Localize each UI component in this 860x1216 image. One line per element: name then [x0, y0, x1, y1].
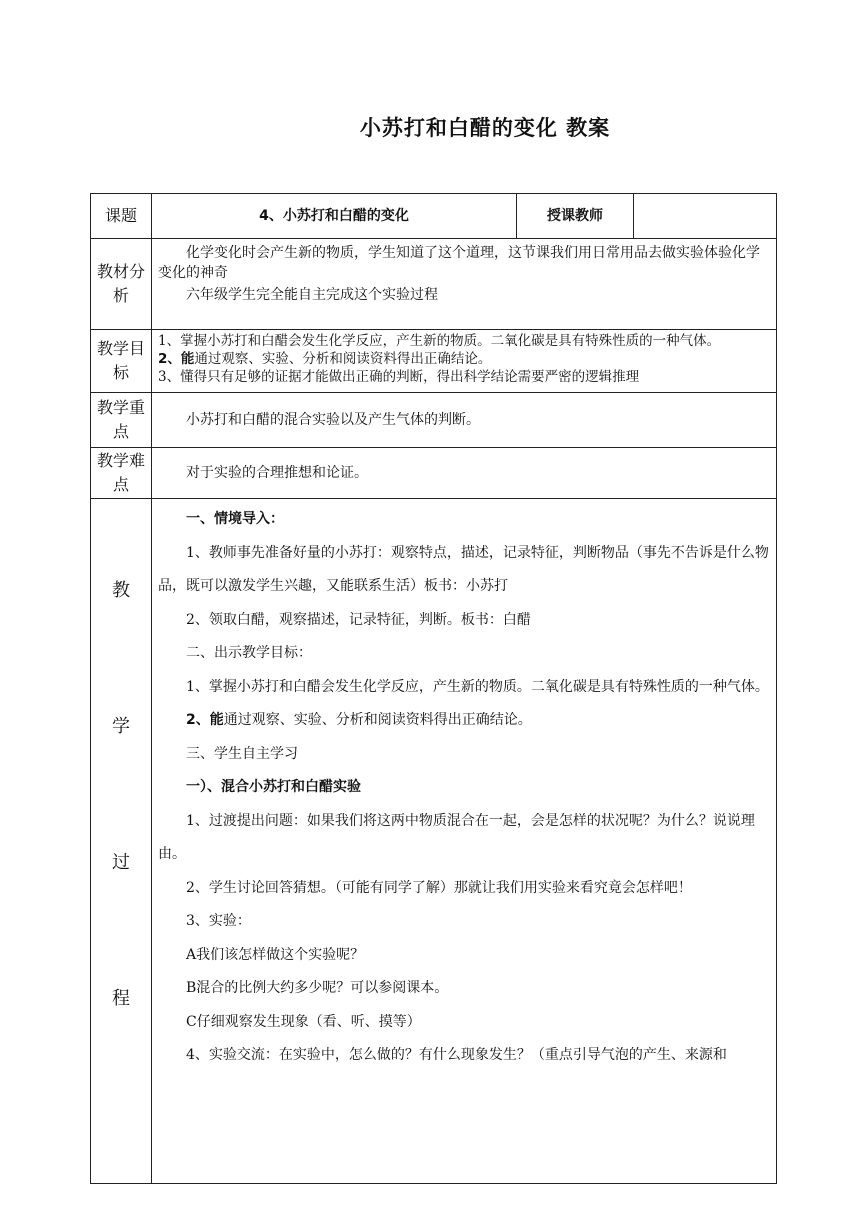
goals-label: 教学目标 — [91, 330, 152, 393]
key-point-row — [91, 393, 777, 448]
analysis-text-2: 六年级学生完全能自主完成这个实验过程 — [186, 287, 438, 303]
goal-1: 1、掌握小苏打和白醋会发生化学反应，产生新的物质。二氧化碳是具有特殊性质的一种气体。 — [158, 333, 721, 349]
process-heading-1: 一、情境导入： — [186, 511, 284, 527]
analysis-row — [91, 239, 777, 330]
teacher-value — [634, 194, 777, 239]
document-title: 小苏打和白醋的变化 教案 — [359, 116, 611, 140]
process-para-8: A我们该怎样做这个实验呢？ — [186, 946, 365, 963]
goal-3: 3、懂得只有足够的证据才能做出正确的判断，得出科学结论需要严密的逻辑推理 — [158, 369, 640, 385]
topic-row — [91, 194, 777, 239]
process-content — [152, 499, 777, 1184]
topic-label: 课题 — [91, 194, 152, 239]
goals-row — [91, 330, 777, 393]
process-para-6: 2、学生讨论回答猜想。（可能有同学了解）那就让我们用实验来看究竟会怎样吧！ — [186, 879, 692, 896]
process-para-5: 1、过渡提出问题：如果我们将这两中物质混合在一起，会是怎样的状况呢？为什么？说说理由。 — [158, 812, 755, 862]
analysis-content — [152, 239, 777, 330]
process-para-3: 1、掌握小苏打和白醋会发生化学反应，产生新的物质。二氧化碳是具有特殊性质的一种气体。 — [186, 678, 769, 695]
process-para-1: 1、教师事先准备好量的小苏打：观察特点，描述，记录特征，判断物品（事先不告诉是什么物品，既可以激发学生兴趣，又能联系生活）板书：小苏打 — [158, 544, 769, 594]
process-para-4 — [158, 704, 770, 738]
process-para-4-text: 通过观察、实验、分析和阅读资料得出正确结论。 — [223, 712, 532, 728]
process-heading-2: 二、出示教学目标： — [186, 645, 312, 661]
difficulty-row — [91, 448, 777, 499]
process-row — [91, 499, 777, 1184]
process-label-char-3: 过 — [112, 852, 130, 873]
process-heading-4: 一）、混合小苏打和白醋实验 — [186, 779, 361, 795]
teacher-label: 授课教师 — [517, 194, 634, 239]
process-para-7: 3、实验： — [186, 913, 251, 929]
process-para-9: B混合的比例大约多少呢？可以参阅课本。 — [186, 980, 449, 996]
goal-2 — [158, 350, 772, 368]
process-label-char-2: 学 — [112, 716, 130, 737]
analysis-label: 教材分析 — [91, 239, 152, 330]
goals-content — [152, 330, 777, 393]
process-label-char-4: 程 — [112, 988, 130, 1009]
analysis-text-1: 化学变化时会产生新的物质，学生知道了这个道理，这节课我们用日常用品去做实验体验化学变化的神奇 — [158, 245, 760, 281]
process-para-11: 4、实验交流：在实验中，怎么做的？有什么现象发生？（重点引导气泡的产生、来源和 — [186, 1047, 727, 1063]
process-label-char-1: 教 — [112, 580, 130, 601]
goal-2-num: 2、能 — [158, 351, 195, 367]
process-para-4-num: 2、能 — [186, 712, 224, 728]
goal-2-text: 通过观察、实验、分析和阅读资料得出正确结论。 — [194, 351, 492, 367]
topic-value: 4、小苏打和白醋的变化 — [152, 194, 517, 239]
process-para-10: C仔细观察发生现象（看、听、摸等） — [186, 1013, 421, 1030]
process-para-2: 2、领取白醋，观察描述，记录特征，判断。板书：白醋 — [186, 611, 531, 628]
process-heading-3: 三、学生自主学习 — [186, 745, 298, 762]
key-point-content — [152, 393, 777, 448]
difficulty-content — [152, 448, 777, 499]
lesson-plan-table — [90, 193, 777, 1184]
key-point-label: 教学重点 — [91, 393, 152, 448]
difficulty-label: 教学难点 — [91, 448, 152, 499]
process-label — [91, 499, 152, 1184]
difficulty-text: 对于实验的合理推想和论证。 — [186, 465, 368, 481]
key-point-text: 小苏打和白醋的混合实验以及产生气体的判断。 — [186, 412, 480, 428]
